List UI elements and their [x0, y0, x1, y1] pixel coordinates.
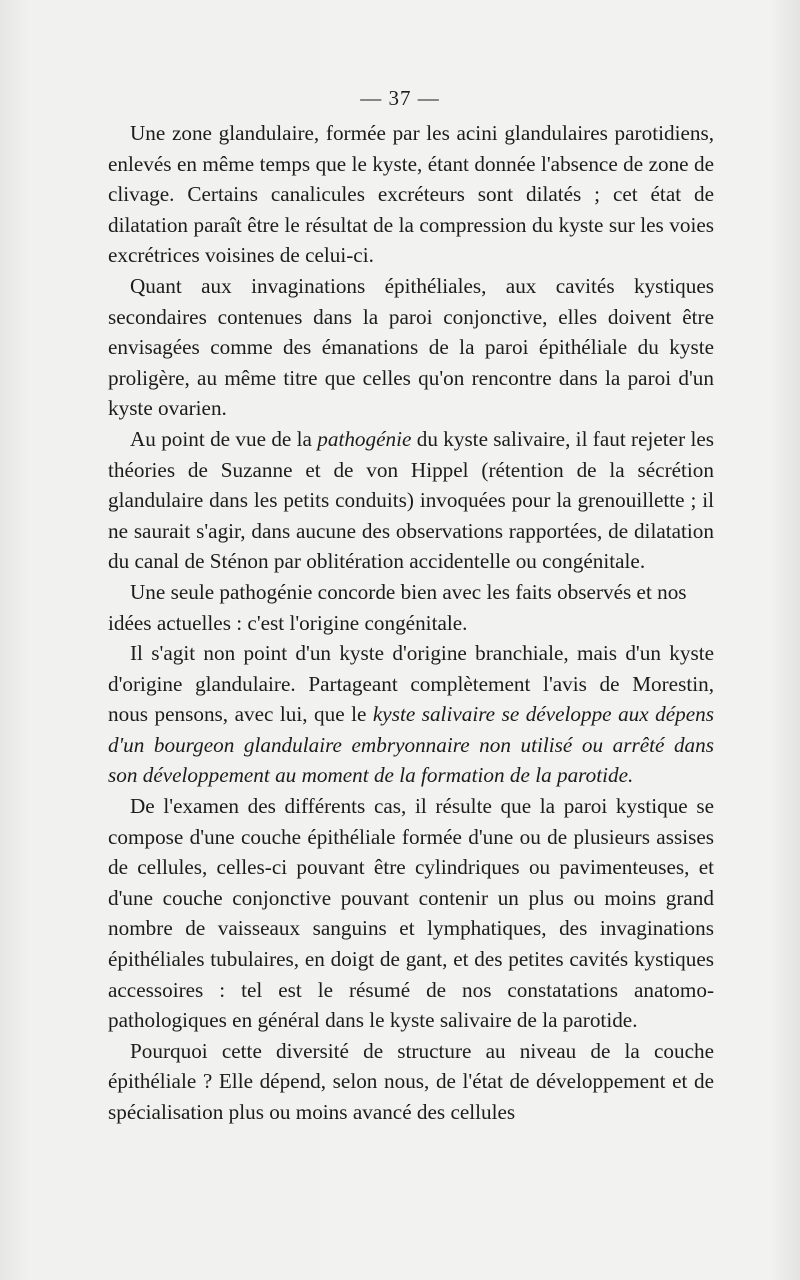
paragraph-pathogeny-theories — [108, 424, 714, 577]
paragraph-invaginations — [108, 271, 714, 424]
paragraph-glandular-origin — [108, 638, 714, 791]
paragraph-text: Une seule pathogénie concorde bien avec les faits observés et nos idées actuelles : c'est l'origine congénitale. — [108, 579, 687, 635]
paragraph-text: Quant aux invaginations épithéliales, aux cavités kystiques secondaires contenues dans la paroi conjonctive, elles doivent être envisagées comme des émanations de la paroi épithéliale du kyste proligère, au même titre que celles qu'on rencontre dans la paroi d'un kyste ovarien. — [108, 273, 714, 421]
paragraph-text: Il s'agit non point d'un kyste d'origine branchiale, mais d'un kyste d'origine glandulaire. Partageant complètement l'avis de Morestin, nous pensons, avec lui, que le — [108, 641, 714, 727]
paragraph-text: De l'examen des différents cas, il résulte que la paroi kystique se compose d'une couche épithéliale formée d'une ou de plusieurs assises de cellules, celles-ci pouvant être cylindriques ou pavimenteuses, et d'une couche conjonctive pouvant contenir un plus ou moins grand nombre de vaisseaux sanguins et lymphatiques, des invaginations épithéliales tubulaires, en doigt de gant, et des petites cavités kystiques accessoires : tel est le résumé de nos constatations anatomo-pathologiques en général dans le kyste salivaire de la parotide. — [108, 794, 714, 1033]
italic-term: pathogénie — [317, 426, 412, 451]
paragraph-text: Une zone glandulaire, formée par les acini glandulaires parotidiens, enlevés en même temps que le kyste, étant donnée l'absence de zone de clivage. Certains canalicules excréteurs sont dilatés ; cet état de dilatation paraît être le résultat de la compression du kyste sur les voies excrétrices voisines de celui-ci. — [108, 121, 714, 268]
paragraph-cyst-wall-glandular-zone — [108, 118, 714, 271]
body-text — [108, 118, 714, 1128]
italic-thesis: kyste salivaire se développe aux dépens d'un bourgeon glandulaire embryonnaire non utilisé ou arrêté dans son développement au moment de la formation de la parotide. — [108, 702, 714, 788]
paragraph-structure-diversity — [108, 1036, 714, 1128]
paragraph-text: Pourquoi cette diversité de structure au niveau de la couche épithéliale ? Elle dépend, selon nous, de l'état de développement et de spécialisation plus ou moins avancé des cellules — [108, 1038, 714, 1124]
paragraph-congenital-origin — [108, 577, 714, 638]
paragraph-text: du kyste salivaire, il faut rejeter les théories de Suzanne et de von Hippel (rétention de la sécrétion glandulaire dans les petits conduits) invoquées pour la grenouillette ; il ne saurait s'agir, dans aucune des observations rapportées, de dilatation du canal de Sténon par oblitération accidentelle ou congénitale. — [108, 426, 714, 574]
paragraph-summary-findings — [108, 791, 714, 1036]
paragraph-text: Au point de vue de la — [130, 426, 318, 451]
page-number: — 37 — — [360, 86, 440, 110]
